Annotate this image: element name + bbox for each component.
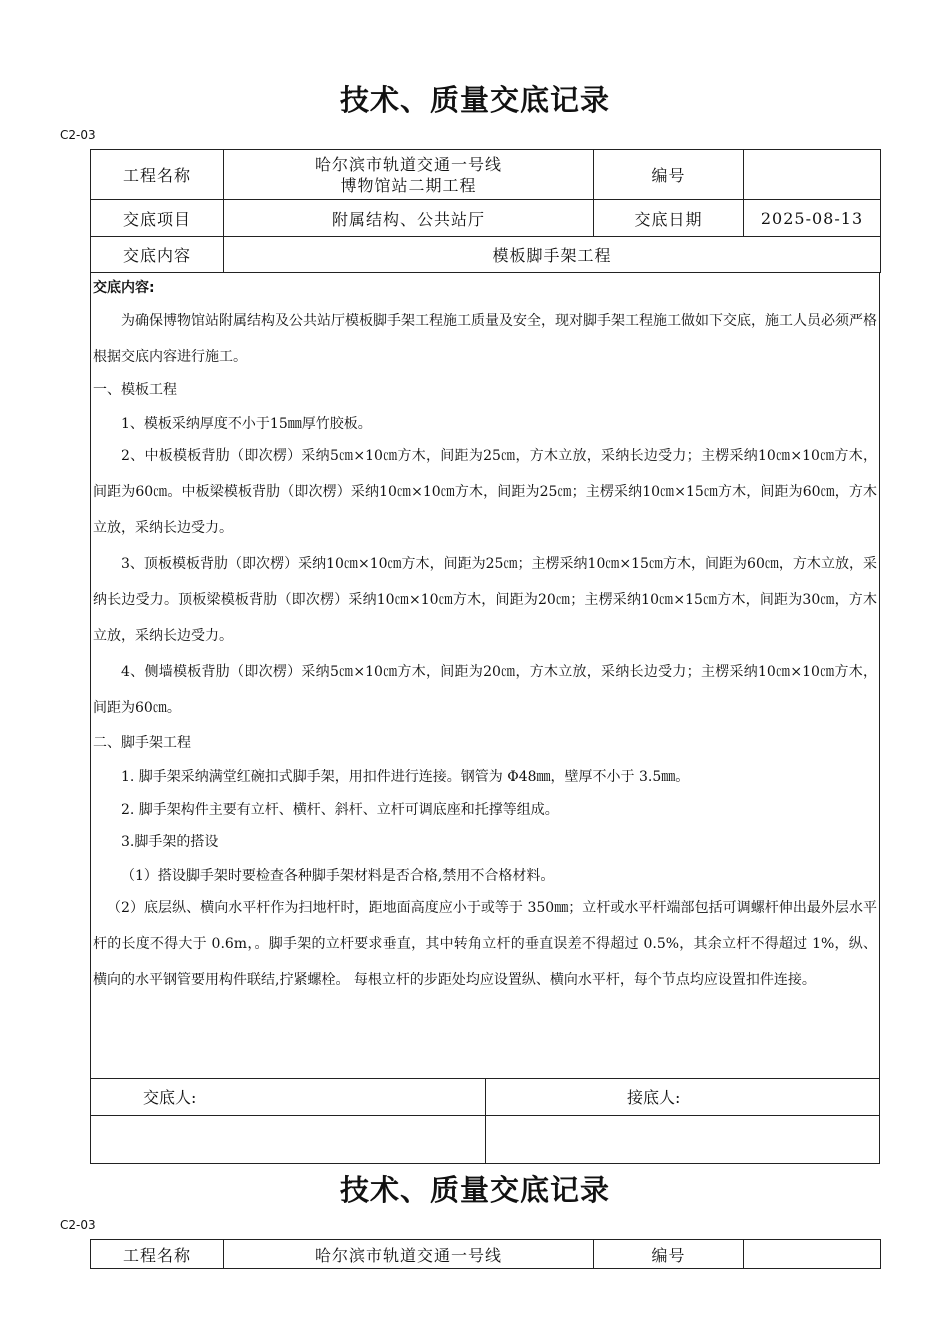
s1-item1: 1、模板采纳厚度不小于15㎜厚竹胶板。	[121, 416, 372, 432]
s2-item3: 3.脚手架的搭设	[121, 834, 219, 850]
number-label: 编号	[594, 150, 744, 200]
s2-sub2: （2）底层纵、横向水平杆作为扫地杆时，距地面高度应小于或等于 350㎜；立杆或水平杆端部包括可调螺杆伸出最外层水平杆的长度不得大于 0.6m，。脚手架的立杆要求垂直，其中转角立杆的垂直误差不得超过 0.5%，其余立杆不得超过 1%，纵、横向的水平钢管要用构件联结,拧紧螺栓。 每根立杆的步距处均应设置纵、横向水平杆，每个节点均应设置扣件连接。	[93, 900, 877, 988]
discloser-label: 交底人:	[143, 1088, 197, 1107]
form-code: C2-03	[60, 128, 96, 142]
header-table	[90, 149, 881, 273]
date-value: 2025-08-13	[744, 200, 881, 237]
content-label: 交底内容	[91, 237, 224, 273]
project-name-line2: 博物馆站二期工程	[340, 175, 477, 195]
project-name-value	[224, 150, 594, 200]
s1-item3: 3、顶板模板背肋（即次楞）采纳10㎝×10㎝方木，间距为25㎝；主楞采纳10㎝×15㎝方木，间距为60㎝，方木立放，采纳长边受力。顶板梁模板背肋（即次楞）采纳10㎝×10㎝方木，间距为20㎝；主楞采纳10㎝×15㎝方木，间距为30㎝，方木立放，采纳长边受力。	[93, 556, 877, 644]
project-name-label: 工程名称	[91, 150, 224, 200]
intro-paragraph: 为确保博物馆站附属结构及公共站厅模板脚手架工程施工质量及安全，现对脚手架工程施工做如下交底，施工人员必须严格根据交底内容进行施工。	[93, 313, 877, 365]
s1-item4: 4、侧墙模板背肋（即次楞）采纳5㎝×10㎝方木，间距为20㎝，方木立放，采纳长边受力；主楞采纳10㎝×10㎝方木，间距为60㎝。	[93, 664, 877, 716]
page-title-2: 技术、质量交底记录	[339, 1173, 610, 1207]
section2-title: 二、脚手架工程	[93, 735, 191, 751]
item-value: 附属结构、公共站厅	[224, 200, 594, 237]
content-value: 模板脚手架工程	[224, 237, 881, 273]
header-table-2	[90, 1239, 881, 1269]
form-code-2: C2-03	[60, 1218, 96, 1232]
section1-title: 一、模板工程	[93, 382, 177, 398]
s2-sub1: （1）搭设脚手架时要检查各种脚手架材料是否合格,禁用不合格材料。	[121, 868, 555, 884]
s1-item2: 2、中板模板背肋（即次楞）采纳5㎝×10㎝方木，间距为25㎝，方木立放，采纳长边受力；主楞采纳10㎝×10㎝方木，间距为60㎝。中板梁模板背肋（即次楞）采纳10㎝×10㎝方木，间距为25㎝；主楞采纳10㎝×15㎝方木，间距为60㎝，方木立放，采纳长边受力。	[93, 448, 877, 536]
s2-item1: 1. 脚手架采纳满堂红碗扣式脚手架，用扣件进行连接。钢管为 Φ48㎜，壁厚不小于 3.5㎜。	[121, 769, 690, 785]
s2-item2: 2. 脚手架构件主要有立杆、横杆、斜杆、立杆可调底座和托撑等组成。	[121, 802, 559, 818]
content-section	[90, 272, 880, 1078]
project-name-value-2: 哈尔滨市轨道交通一号线	[224, 1240, 594, 1269]
number-value-2	[744, 1240, 881, 1269]
content-heading: 交底内容:	[93, 280, 155, 296]
number-value	[744, 150, 881, 200]
page-title: 技术、质量交底记录	[339, 83, 610, 117]
item-label: 交底项目	[91, 200, 224, 237]
number-label-2: 编号	[594, 1240, 744, 1269]
project-name-line1: 哈尔滨市轨道交通一号线	[314, 154, 502, 174]
signature-table	[90, 1078, 880, 1164]
project-name-label-2: 工程名称	[91, 1240, 224, 1269]
date-label: 交底日期	[594, 200, 744, 237]
receiver-label: 接底人:	[627, 1088, 681, 1107]
